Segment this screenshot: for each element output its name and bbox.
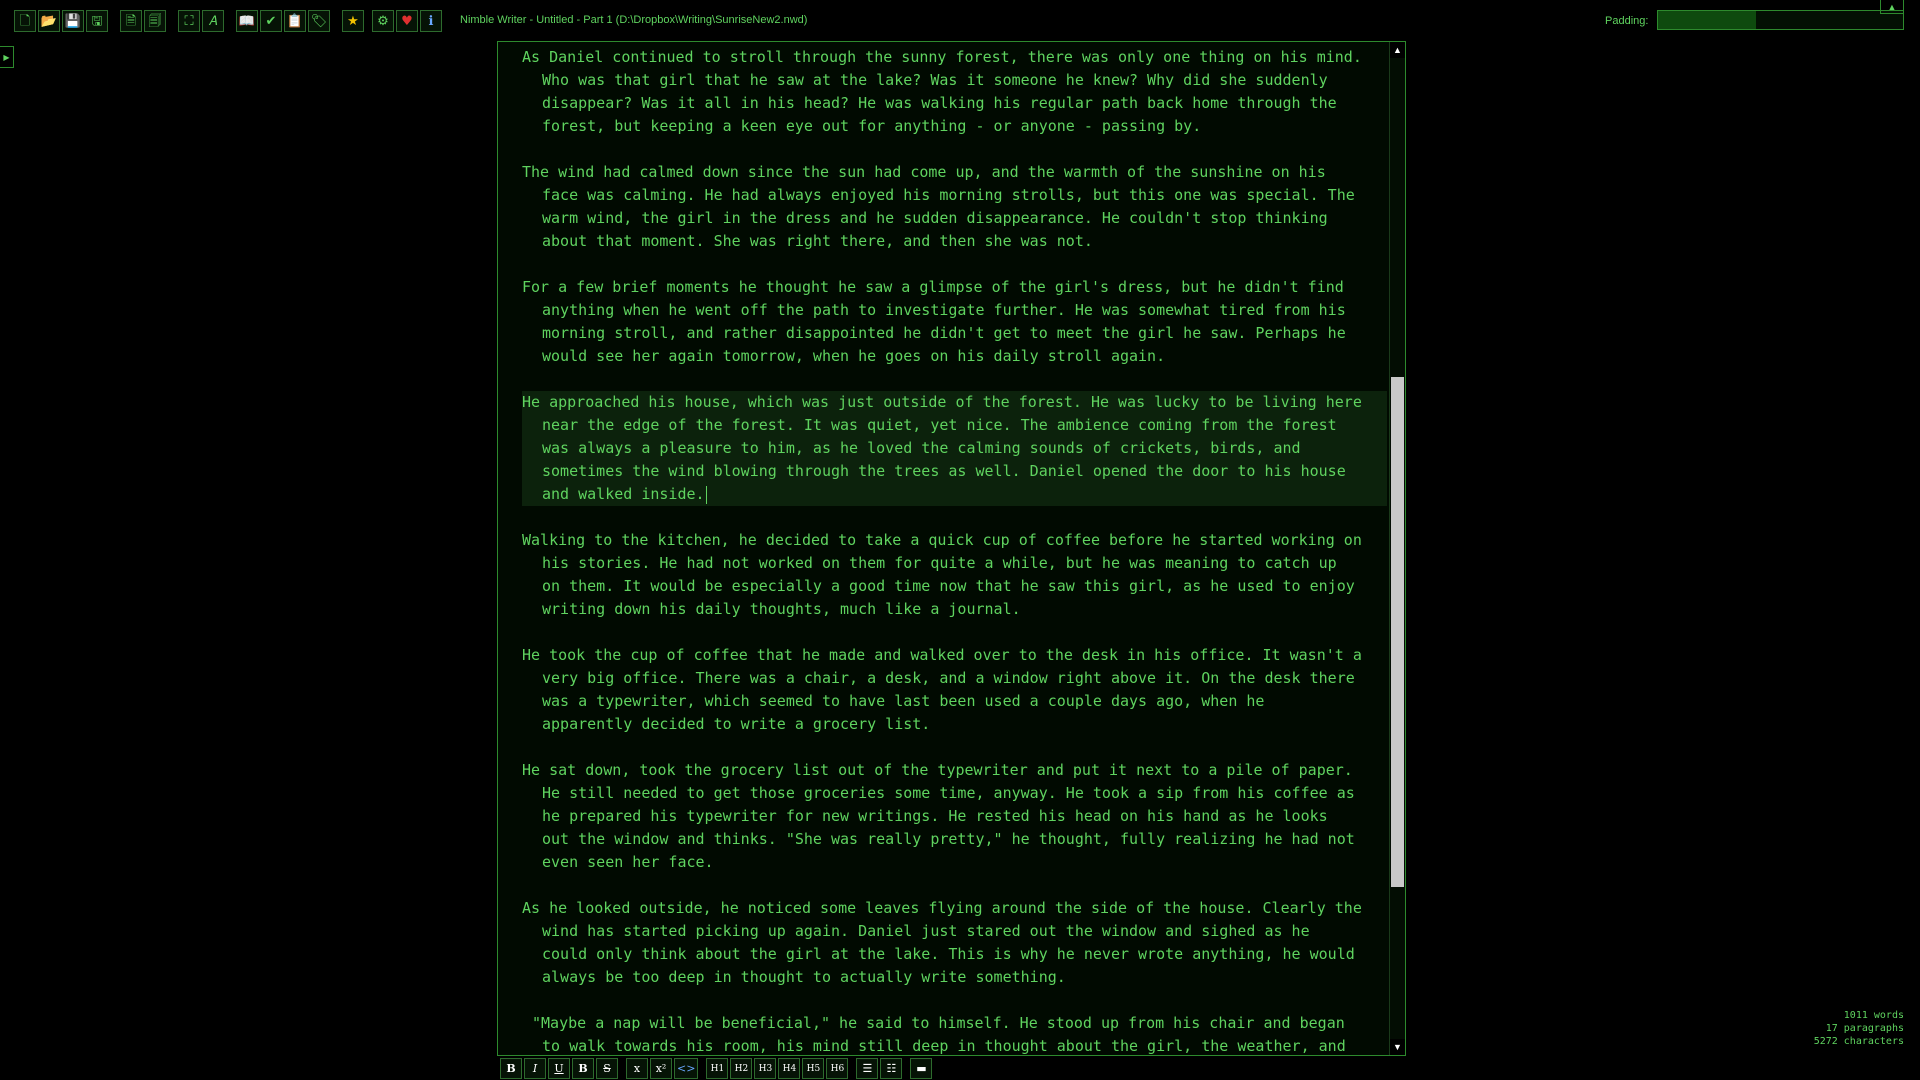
numbered-list-button[interactable]: ☷	[880, 1058, 902, 1079]
paragraph-text: "Maybe a nap will be beneficial," he said to himself. He stood up from his chair and began to walk towards his room, his mind still deep in thought about the girl, the weather, and	[532, 1014, 1346, 1055]
paragraph[interactable]	[522, 1012, 1362, 1056]
save-icon: 💾	[64, 13, 82, 29]
gear-icon: ⚙	[377, 13, 389, 29]
h1-button[interactable]: H1	[706, 1058, 728, 1079]
toolbar-group	[342, 10, 364, 32]
toolbar-separator	[700, 1058, 704, 1080]
editor-content[interactable]	[498, 42, 1389, 1055]
paragraph[interactable]	[522, 897, 1362, 989]
chevron-up-icon: ▲	[1887, 1, 1897, 12]
scroll-down-arrow-icon[interactable]: ▼	[1390, 1039, 1405, 1055]
gear-button[interactable]	[372, 10, 394, 32]
scroll-up-arrow-icon[interactable]: ▲	[1390, 42, 1405, 58]
underline-button[interactable]: U	[548, 1058, 570, 1079]
paragraph-text: As Daniel continued to stroll through the sunny forest, there was only one thing on his mind. Who was that girl that he saw at the lake? Was it someone he knew? Why did she suddenly disappear? Was it all in his head? He was walking his regular path back home through the forest, but keeping a keen eye out for anything - or anyone - passing by.	[522, 48, 1362, 135]
h6-button[interactable]: H6	[826, 1058, 848, 1079]
new-document-icon: 🗋	[19, 13, 31, 29]
h2-button[interactable]: H2	[730, 1058, 752, 1079]
h5-button[interactable]: H5	[802, 1058, 824, 1079]
export-button[interactable]	[144, 10, 166, 32]
tag-button[interactable]	[308, 10, 330, 32]
fullscreen-icon: ⛶	[184, 13, 194, 29]
paragraph[interactable]	[522, 529, 1362, 621]
paragraph-text: For a few brief moments he thought he saw a glimpse of the girl's dress, but he didn't find anything when he went off the path to investigate further. He was somewhat tired from his morning stroll, and rather disappointed he didn't get to meet the girl he saw. Perhaps he would see her again tomorrow, when he goes on his daily stroll again.	[522, 278, 1346, 365]
subscript-button[interactable]: x	[626, 1058, 648, 1079]
toolbar-separator	[850, 1058, 854, 1080]
strikethrough-button[interactable]: S	[596, 1058, 618, 1079]
window-title: Nimble Writer - Untitled - Part 1 (D:\Dropbox\Writing\SunriseNew2.nwd)	[460, 14, 808, 26]
bold-alt-button[interactable]: B	[572, 1058, 594, 1079]
format-toolbar	[500, 1058, 932, 1080]
toolbar-group	[14, 10, 108, 32]
top-toolbar	[0, 0, 1920, 40]
word-count: 1011 words	[1843, 1010, 1904, 1021]
toolbar-group	[178, 10, 224, 32]
paragraph-text: Walking to the kitchen, he decided to take a quick cup of coffee before he started working on his stories. He had not worked on them for quite a while, but he was meaning to catch up on them. It would be especially a good time now that he saw this girl, as he used to enjoy writing down his daily thoughts, much like a journal.	[522, 531, 1362, 618]
horizontal-rule-button[interactable]: ▬	[910, 1058, 932, 1079]
toolbar-group	[120, 10, 166, 32]
export-icon: 🗐	[148, 13, 162, 29]
vertical-scrollbar[interactable]	[1389, 42, 1405, 1055]
text-cursor	[706, 486, 707, 504]
open-folder-icon: 📂	[40, 13, 58, 29]
heart-button[interactable]	[396, 10, 418, 32]
save-as-icon: 🖫	[91, 13, 103, 29]
heart-icon: ♥	[401, 13, 413, 29]
collapse-toolbar-button[interactable]	[1880, 0, 1904, 14]
document-stats	[1814, 1009, 1904, 1048]
info-icon: ℹ	[428, 13, 434, 29]
bullet-list-button[interactable]: ☰	[856, 1058, 878, 1079]
star-button[interactable]	[342, 10, 364, 32]
save-as-button[interactable]	[86, 10, 108, 32]
notes-icon: 📋	[286, 13, 304, 29]
paragraph[interactable]	[522, 391, 1387, 506]
superscript-button[interactable]: x²	[650, 1058, 672, 1079]
paragraph-count: 17 paragraphs	[1825, 1023, 1904, 1034]
padding-slider-fill	[1658, 11, 1756, 29]
fullscreen-button[interactable]	[178, 10, 200, 32]
document-settings-icon: 🗎	[125, 13, 137, 29]
text-editor[interactable]	[497, 41, 1406, 1056]
paragraph[interactable]	[522, 46, 1362, 138]
paragraph[interactable]	[522, 759, 1362, 874]
h3-button[interactable]: H3	[754, 1058, 776, 1079]
chevron-right-icon: ▶	[3, 52, 10, 62]
paragraph-text: The wind had calmed down since the sun had come up, and the warmth of the sunshine on his face was calming. He had always enjoyed his morning strolls, but this one was special. The warm wind, the girl in the dress and he sudden disappearance. He couldn't stop thinking about that moment. She was right there, and then she was not.	[522, 163, 1355, 250]
padding-label: Padding:	[1605, 15, 1649, 27]
open-folder-button[interactable]	[38, 10, 60, 32]
character-count: 5272 characters	[1813, 1036, 1904, 1047]
h4-button[interactable]: H4	[778, 1058, 800, 1079]
font-button[interactable]	[202, 10, 224, 32]
document-settings-button[interactable]	[120, 10, 142, 32]
notes-button[interactable]	[284, 10, 306, 32]
paragraph-text: He sat down, took the grocery list out of the typewriter and put it next to a pile of paper. He still needed to get those groceries some time, anyway. He took a sip from his coffee as he prepared his typewriter for new writings. He rested his head on his hand as he looks out the window and thinks. "She was really pretty," he thought, fully realizing he had not even seen her face.	[522, 761, 1355, 871]
paragraph[interactable]	[522, 161, 1362, 253]
save-button[interactable]	[62, 10, 84, 32]
tag-icon: 🏷	[310, 13, 328, 29]
spellcheck-icon: ✔	[265, 13, 277, 29]
spellcheck-button[interactable]	[260, 10, 282, 32]
paragraph-text: He approached his house, which was just outside of the forest. He was lucky to be living here near the edge of the forest. It was quiet, yet nice. The ambience coming from the forest was always a pleasure to him, as he loved the calming sounds of crickets, birds, and sometimes the wind blowing through the trees as well. Daniel opened the door to his house and walked inside.	[522, 393, 1362, 503]
scrollbar-thumb[interactable]	[1391, 377, 1404, 887]
italic-button[interactable]: I	[524, 1058, 546, 1079]
star-icon: ★	[347, 13, 359, 29]
new-document-button[interactable]	[14, 10, 36, 32]
paragraph-text: As he looked outside, he noticed some leaves flying around the side of the house. Clearly the wind has started picking up again. Daniel just stared out the window and sighed as he could only think about the girl at the lake. This is why he never wrote anything, he would always be too deep in thought to actually write something.	[522, 899, 1362, 986]
info-button[interactable]	[420, 10, 442, 32]
toolbar-separator	[620, 1058, 624, 1080]
font-icon: 𝐴	[208, 13, 218, 29]
code-button[interactable]: <>	[674, 1058, 698, 1079]
paragraph[interactable]	[522, 644, 1362, 736]
book-button[interactable]	[236, 10, 258, 32]
paragraph-text: He took the cup of coffee that he made and walked over to the desk in his office. It wasn't a very big office. There was a chair, a desk, and a window right above it. On the desk there was a typewriter, which seemed to have last been used a couple days ago, when he apparently decided to write a grocery list.	[522, 646, 1362, 733]
toolbar-separator	[904, 1058, 908, 1080]
padding-slider[interactable]	[1657, 10, 1904, 30]
book-icon: 📖	[238, 13, 256, 29]
sidebar-toggle-button[interactable]	[0, 46, 14, 68]
toolbar-group	[236, 10, 330, 32]
bold-button[interactable]: B	[500, 1058, 522, 1079]
paragraph[interactable]	[522, 276, 1362, 368]
toolbar-group	[372, 10, 442, 32]
